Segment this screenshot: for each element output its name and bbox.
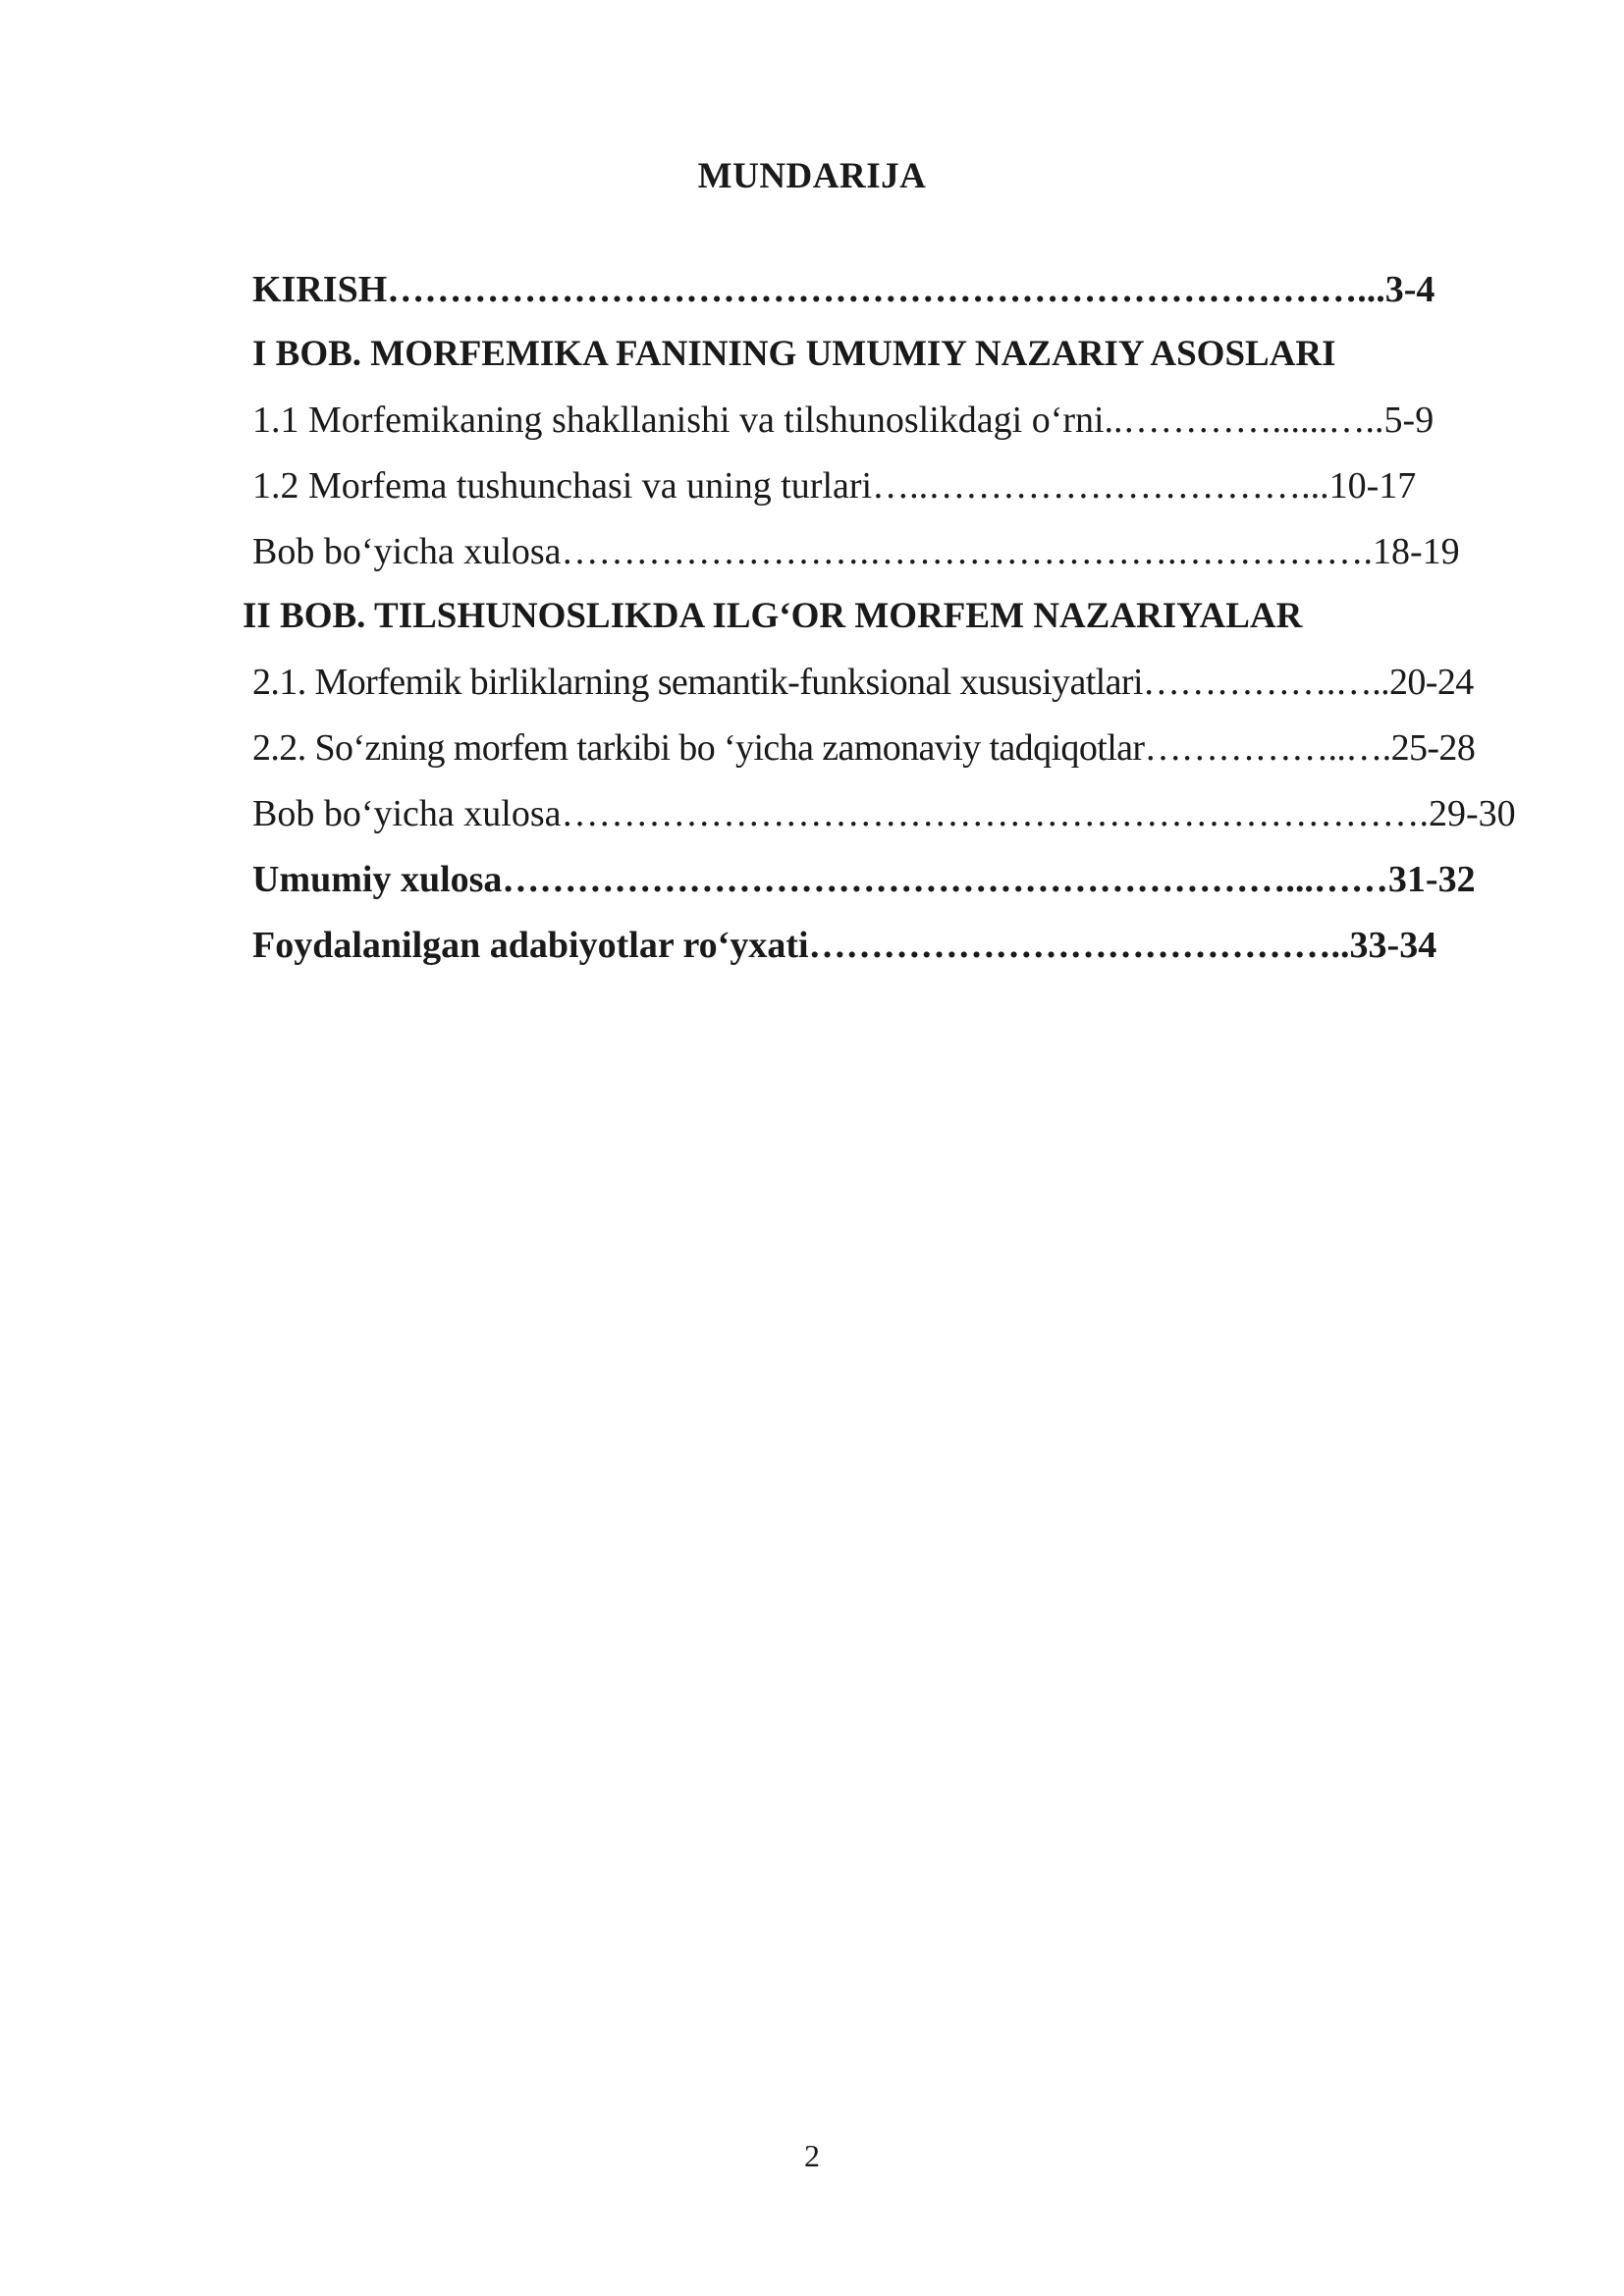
toc-entry-references: Foydalanilgan adabiyotlar ro‘yxati……………………………………..33-34 <box>252 925 1437 966</box>
toc-chapter-2-heading: II BOB. TILSHUNOSLIKDA ILG‘OR MORFEM NAZARIYALAR <box>243 596 1303 636</box>
toc-entry-introduction: KIRISH……………………………………………………………………...3-4 <box>252 269 1435 310</box>
toc-entry-general-conclusion: Umumiy xulosa………………………………………………………...……31-32 <box>252 859 1476 900</box>
toc-chapter-1-heading: I BOB. MORFEMIKA FANINING UMUMIY NAZARIY ASOSLARI <box>252 334 1336 374</box>
toc-entry-2-2: 2.2. So‘zning morfem tarkibi bo ‘yicha zamonaviy tadqiqotlar……………..….25-28 <box>252 727 1476 769</box>
toc-entry-1-1: 1.1 Morfemikaning shakllanishi va tilshunoslikdagi o‘rni..…………......…..5-9 <box>252 400 1435 441</box>
toc-entry-2-1: 2.1. Morfemik birliklarning semantik-funksional xususiyatlari…………….…..20-24 <box>252 662 1474 703</box>
toc-entry-chapter-1-summary: Bob bo‘yicha xulosa…………………….…………………….…………….18-19 <box>252 531 1460 572</box>
toc-entry-chapter-2-summary: Bob bo‘yicha xulosa…………………………………………………………….29-30 <box>252 793 1516 834</box>
page-number: 2 <box>804 2138 820 2173</box>
page-title: MUNDARIJA <box>697 156 927 196</box>
toc-entry-1-2: 1.2 Morfema tushunchasi va uning turlari…..…………………………...10-17 <box>252 465 1417 507</box>
